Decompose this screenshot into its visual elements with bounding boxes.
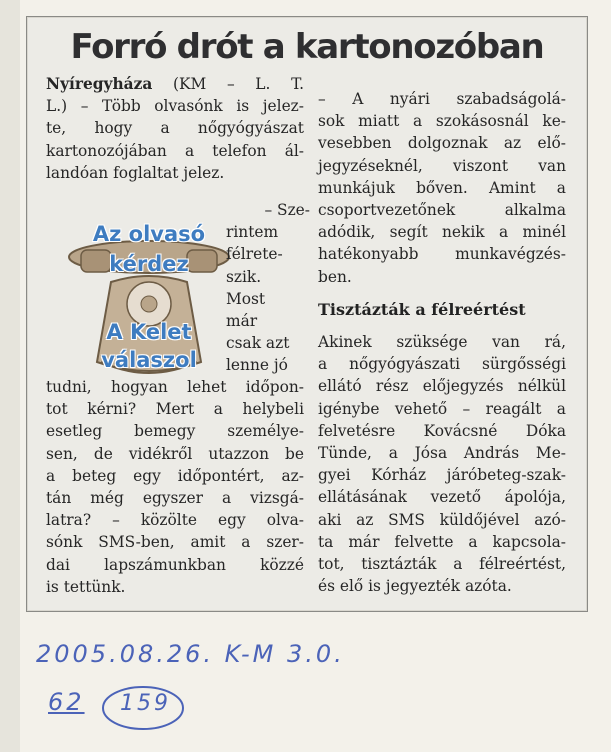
dateline-rest: (KM – L. T. xyxy=(152,75,304,93)
text-line: és elő is jegyezték azóta. xyxy=(318,577,512,596)
text-line: tudni, hogyan lehet időpon- xyxy=(46,378,304,396)
article-headline: Forró drót a kartonozóban xyxy=(70,27,544,67)
text-line: adódik, segít nekik a minél xyxy=(318,223,566,242)
text-line: már xyxy=(226,312,258,331)
text-line: tot, tisztázták a félreértést, xyxy=(318,555,566,574)
text-line: L.) – Több olvasónk is jelez- xyxy=(46,97,304,116)
text-line: Tünde, a Jósa András Me- xyxy=(318,444,566,463)
text-line: esetleg bemegy személye- xyxy=(46,422,304,441)
text-line: ellátó rész előjegyzés nélkül xyxy=(318,377,566,396)
text-line: vesebben dolgoznak az elő- xyxy=(318,134,566,153)
text-line: sónk SMS-ben, amit a szer- xyxy=(46,533,304,552)
text-line: rintem xyxy=(226,223,279,242)
text-line: kartonozójában a telefon ál- xyxy=(46,141,304,160)
text-line: igénybe vehető – reagált a xyxy=(318,399,566,418)
text-line: is tettünk. xyxy=(46,577,126,596)
text-line: munkájuk bőven. Amint a xyxy=(318,178,566,197)
text-line: sen, de vidékről utazzon be xyxy=(46,444,304,463)
right-column xyxy=(318,88,566,597)
text-line: félrete- xyxy=(226,245,283,264)
left-column xyxy=(46,73,304,184)
logo-line-4: válaszol xyxy=(101,348,197,372)
text-line: hatékonyabb munkavégzés- xyxy=(318,245,566,264)
text-line: jegyzéseknél, viszont van xyxy=(318,156,566,175)
logo-line-1: Az olvasó xyxy=(92,222,206,246)
text-line: lenne jó xyxy=(226,356,288,375)
text-line: ellátásának vezető ápolója, xyxy=(318,488,566,507)
text-line: tán még egyszer a vizsgá- xyxy=(46,489,304,508)
text-line: Akinek szüksége van rá, xyxy=(318,333,566,352)
text-line: ben. xyxy=(318,267,352,286)
text-line: a beteg egy időpontért, az- xyxy=(46,466,304,485)
narrow-text-block xyxy=(226,199,310,377)
text-line: gyei Kórház járóbeteg-szak- xyxy=(318,466,566,485)
text-line: latra? – közölte egy olva- xyxy=(46,511,304,530)
handwritten-page-ref: 62 xyxy=(48,688,85,716)
text-line: sok miatt a szokásosnál ke- xyxy=(318,112,566,131)
text-line: felvetésre Kovácsné Dóka xyxy=(318,421,566,440)
reader-asks-logo xyxy=(61,212,237,387)
text-line: landóan foglaltat jelez. xyxy=(46,163,225,182)
text-line: Most xyxy=(226,289,266,308)
left-top-paragraph xyxy=(46,73,304,184)
text-line: a nőgyógyászati sürgősségi xyxy=(318,355,566,374)
logo-line-3: A Kelet xyxy=(106,320,192,344)
text-line xyxy=(46,73,304,95)
left-bottom-paragraph xyxy=(46,376,304,598)
text-line: dai lapszámunkban közzé xyxy=(46,555,304,574)
section-subheading: Tisztázták a félreértést xyxy=(318,299,526,319)
text-line: csoportvezetőnek alkalma xyxy=(318,201,566,220)
text-line: szik. xyxy=(226,267,262,286)
circled-number-text: 159 xyxy=(120,691,171,716)
text-line: – A nyári szabadságolá- xyxy=(318,90,566,108)
scan-margin xyxy=(0,0,20,752)
dateline-city: Nyíregyháza xyxy=(46,75,153,93)
text-line: aki az SMS küldőjével azó- xyxy=(318,510,566,529)
text-line: – Sze- xyxy=(264,201,310,219)
text-line: tot kérni? Mert a helybeli xyxy=(46,400,304,419)
handwritten-circled-number xyxy=(100,683,186,733)
text-line: csak azt xyxy=(226,334,290,353)
handwritten-date-note: 2005.08.26. K-M 3.0. xyxy=(36,640,345,668)
logo-line-2: kérdez xyxy=(109,252,189,276)
text-line: ta már felvette a kapcsola- xyxy=(318,532,566,551)
text-line: te, hogy a nőgyógyászat xyxy=(46,119,304,138)
